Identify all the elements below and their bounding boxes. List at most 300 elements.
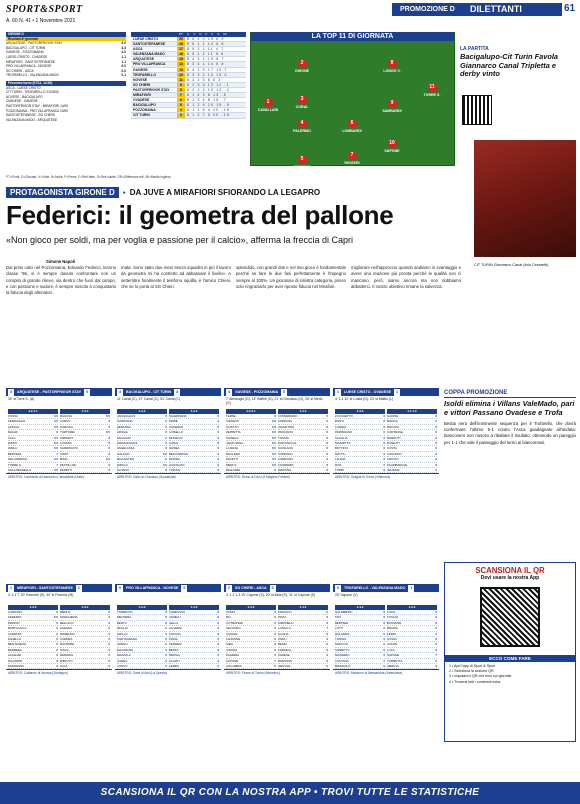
formation: 4-3-3 [117, 605, 167, 610]
next-match: SANTOSTEFANESE - SG CHIERI [6, 113, 55, 118]
player-rating: 6 [326, 664, 328, 669]
match-title: PRO VILLAFRANCA - NOVESE [126, 586, 179, 590]
player-rating: 6.5 [53, 446, 58, 451]
player-name: TORRE S. [8, 462, 22, 467]
issue-info: A. 60 N. 41 • 1 Novembre 2021 [6, 18, 76, 24]
top11-player [339, 151, 365, 165]
team-stats: 8 2 3 3 10 11 -1 [187, 82, 230, 87]
match-away-score: 1 [396, 390, 398, 394]
top11-player [289, 59, 315, 73]
coppa-title: Isoldi elimina i Villans ValeMado, pari e vittori Passano Ovadese e Trofa [444, 399, 575, 417]
team-name: NOVESE [133, 77, 148, 82]
player-rating: 6.5 [105, 414, 110, 418]
player-rating: 6 [108, 446, 110, 451]
player-name: ZIVALI [278, 637, 287, 642]
qr-step: 4 • Troverai tutti i contenuti extra [449, 679, 501, 684]
match-referee: ARBITRO: Cattaneo di Novara (Sostegno) [6, 669, 112, 675]
player-rating: 6 [435, 658, 437, 663]
player-rating: 6.5 [53, 435, 58, 440]
match-referee: ARBITRO: Massimo di Alessandria (Valenzana) [333, 669, 439, 675]
player-rating: 6 [435, 468, 437, 473]
player-name: CORREA [60, 637, 73, 642]
player-rating: 6.5 [53, 457, 58, 462]
player-rating: 6 [217, 637, 219, 642]
formation: 4-3-3 [8, 605, 58, 610]
match-title: ARQUATESE - PASTORFRIGOR STAY [17, 390, 82, 394]
player-rating: 6 [165, 631, 167, 636]
next-match: OVADESE - GAVIESE [6, 99, 38, 104]
top11-player [379, 59, 405, 73]
player-rating: 6 [326, 658, 328, 663]
player-name: BARTOLACCI [8, 626, 27, 631]
player-rating: 6 [383, 446, 385, 451]
player-rating: 6 [274, 647, 276, 652]
player-name: DIRULLI [117, 462, 129, 467]
player-rating: 6 [326, 419, 328, 424]
player-name: MOLLOI [117, 626, 128, 631]
lineup-away [60, 605, 110, 669]
player-row [169, 664, 219, 669]
match-goals: 4' 1-2 1-3 19' Capone (S), 20' st Bela (S), 31' st Capone (S) [226, 593, 316, 597]
player-rating: 6 [326, 647, 328, 652]
result-score: 1-1 [121, 59, 126, 64]
match-box [115, 584, 221, 675]
player-number-badge: 7 [348, 151, 357, 160]
player-name: MARENGO [60, 631, 75, 636]
team-points: 7 [177, 93, 185, 97]
team-stats: 8 1 3 4 8 15 -7 [187, 98, 227, 103]
player-name: CASTANO [335, 658, 349, 663]
team-points: 20 [177, 37, 185, 41]
next-match: POZZOMAINA - PRO VILLAFRANCA 15/00 [6, 108, 68, 113]
player-rating: 6 [274, 653, 276, 658]
match-feature-label: LA PARTITA [460, 46, 489, 52]
formation: 4-3-3 [387, 605, 437, 610]
match-title-bar [6, 389, 112, 396]
player-rating: 6 [217, 424, 219, 429]
player-name: CORVO [117, 664, 128, 669]
match-box [333, 584, 439, 675]
player-name: CORRUDI [8, 631, 22, 636]
player-rating: 6 [108, 653, 110, 658]
player-name: BELLUCO [60, 620, 74, 625]
player-name: TORRE S. [423, 93, 441, 97]
lineup-home [8, 409, 58, 473]
player-rating: 6 [165, 468, 167, 473]
player-name: LUCA [387, 647, 395, 652]
player-rating: 6 [108, 647, 110, 652]
player-name: SIEN [226, 642, 233, 647]
player-name: AMENTA [387, 664, 399, 669]
result-match: BACIGALUPO - CIT TURIN [6, 45, 46, 50]
kicker-text: DA JUVE A MIRAFIORI SFIORANDO LA LEGAPRO [129, 188, 321, 197]
lineup-away [387, 605, 437, 669]
team-name: LUESE CRISTO [133, 37, 158, 41]
player-name: CORRADU [278, 451, 293, 456]
player-name: TARUTO [387, 457, 399, 462]
match-lineups [224, 409, 330, 473]
player-name: MIGLIORE [226, 468, 241, 473]
player-rating: 6 [326, 424, 328, 429]
top11-player [289, 119, 315, 133]
match-home-score: 1 [337, 390, 339, 394]
team-name: SANTOSTEFANESE [133, 42, 165, 47]
player-rating: 6 [274, 642, 276, 647]
team-points: 16 [177, 52, 185, 56]
match-title-bar [224, 389, 330, 396]
article-author: Simone Napoli [46, 259, 76, 264]
player-rating: 6 [383, 451, 385, 456]
team-points: 3 [177, 113, 185, 117]
player-rating: 6 [274, 615, 276, 620]
player-name: CAVALLARI [257, 108, 279, 112]
player-rating: 6 [56, 626, 58, 631]
player-rating: 6 [326, 435, 328, 440]
match-box [6, 584, 112, 675]
qr-code-icon[interactable] [480, 587, 540, 647]
player-photo [474, 140, 576, 267]
player-number-badge: 9 [388, 99, 397, 108]
player-name: ZERANNA [117, 424, 131, 429]
team-stats: 8 1 2 5 10 19 -9 [187, 103, 230, 108]
player-rating: 6 [274, 468, 276, 473]
table-header-cell: V [193, 32, 196, 36]
player-name: BRAINA [387, 626, 398, 631]
player-name: MENTERA [117, 615, 132, 620]
player-rating: 6.5 [271, 435, 276, 440]
player-name: MARGHERIA [60, 615, 78, 620]
player-rating: 6 [326, 642, 328, 647]
article-subtitle: «Non gioco per soldi, ma per voglia e passione per il calcio», afferma la freccia di Capri [6, 235, 354, 245]
player-rating: 6 [108, 620, 110, 625]
match-title-bar [333, 389, 439, 396]
team-name: ASCA [133, 47, 143, 52]
player-rating: 6 [435, 664, 437, 669]
player-rating: 6.5 [105, 430, 110, 435]
player-name: GALIMBERTI [335, 610, 353, 614]
section-banner [392, 3, 562, 16]
player-name: BONTI [335, 419, 344, 424]
player-name: RESSIA [169, 653, 180, 658]
lineup-home [226, 605, 276, 669]
player-name: BARBERA [8, 647, 22, 652]
player-name: LANGONE [226, 637, 241, 642]
player-rating: 6 [383, 430, 385, 435]
player-rating: 6 [217, 647, 219, 652]
match-goals: 4' 1-1 12' st Costa (O), 23' st Mattiu (L) [335, 397, 394, 401]
player-name: BERTO [117, 620, 127, 625]
player-row [278, 468, 328, 473]
player-name: TINASSI [169, 468, 181, 473]
top11-player [255, 98, 281, 112]
team-stats: 8 1 0 7 5 20 -15 [187, 113, 230, 118]
player-rating: 6 [435, 462, 437, 467]
player-rating: 6 [108, 419, 110, 424]
result-score: 0-0 [121, 64, 126, 69]
player-rating: 6 [383, 658, 385, 663]
player-rating: 7 [326, 626, 328, 631]
match-title-bar [333, 585, 439, 592]
player-name: RIBOTTO [60, 658, 73, 663]
player-rating: 6 [383, 419, 385, 424]
team-name: BACIGALUPO [133, 103, 156, 108]
player-name: MOLLERO [226, 451, 241, 456]
player-name: ALIVERSI [169, 626, 183, 631]
top11-pitch [250, 32, 455, 169]
player-name: GENTILE [278, 664, 291, 669]
team-points: 5 [177, 103, 185, 107]
player-rating: 6 [165, 637, 167, 642]
result-match: SG CHIERI - ASCA [6, 68, 34, 73]
player-name: COSTA [387, 446, 397, 451]
result-match: LUESE CRISTO - OVADESE [6, 54, 48, 59]
player-rating: 6 [217, 468, 219, 473]
player-row [226, 664, 276, 669]
player-name: SAMBARDI [382, 109, 402, 113]
player-rating: 6 [217, 631, 219, 636]
player-number-badge: 3 [298, 95, 307, 104]
match-referee: ARBITRO: Santi di Asti (La Spezia) [115, 669, 221, 675]
team-name: SG CHIERI [133, 82, 151, 87]
player-name: LOJAZIA [60, 441, 72, 446]
player-rating: 6.5 [53, 424, 58, 429]
match-home-score: 1 [10, 586, 12, 590]
player-name: LOTTI [335, 626, 344, 631]
next-match: CIT TURIN - TROFARELLO 21/03/00 [6, 90, 59, 95]
player-rating: 6 [217, 446, 219, 451]
result-score: 0-1 [121, 73, 126, 78]
player-rating: 6 [435, 620, 437, 625]
player-name: MAGRIGNO [117, 647, 134, 652]
player-rating: 6.5 [53, 615, 58, 620]
result-score: 2-0 [121, 68, 126, 73]
player-row [278, 664, 328, 669]
player-rating: 6 [274, 626, 276, 631]
player-rating: 6 [435, 446, 437, 451]
top11-title: LA TOP 11 DI GIORNATA [251, 32, 454, 41]
player-rating: 6.5 [105, 457, 110, 462]
player-rating: 6.5 [271, 462, 276, 467]
player-name: COTRATEMI [226, 620, 243, 625]
team-stats: 8 6 1 1 14 6 8 [187, 42, 225, 47]
player-number-badge: 11 [429, 84, 435, 90]
lineup-away [169, 605, 219, 669]
player-name: MARTINO [278, 468, 292, 473]
result-row [6, 73, 126, 78]
player-name: SCAGLIA [335, 435, 348, 440]
player-rating: 6 [165, 626, 167, 631]
qr-steps [445, 662, 575, 687]
match-goals: 4' 1-1 7' 30' Ravrobe (S), 40' st Federici (M) [8, 593, 74, 597]
match-title: BACIGALUPO - CIT TURIN [126, 390, 172, 394]
player-name: GAIONE [387, 414, 399, 418]
match-box [333, 388, 439, 479]
team-stats: 8 1 1 6 4 20 -16 [187, 108, 230, 113]
qr-code-icon[interactable] [462, 95, 492, 125]
player-rating: 6.5 [162, 462, 167, 467]
league-table [131, 32, 246, 172]
player-rating: 6 [108, 637, 110, 642]
player-row [226, 468, 276, 473]
player-name: BEN NAMANI [8, 642, 26, 647]
player-rating: 6 [165, 658, 167, 663]
player-name: SCIOLANO [278, 446, 293, 451]
match-title: GAVIESE - POZZOMAINA [235, 390, 279, 394]
player-name: JAGIN SENA [226, 441, 244, 446]
player-name: PORTAGRANA [117, 637, 137, 642]
match-lineups [6, 605, 112, 669]
table-header-cell: N [199, 32, 202, 36]
player-name: MERLO [226, 462, 237, 467]
next-match: ASCA - LUESE CRISTO [6, 85, 41, 90]
article-column-3: splendido, con grandi doti e nel mio gioco è fondamentale perché se fare le due fasi perfettamente è l'impegno sempre al 100%. Un giocatore di sinistra categoria, posso solo ringraziarlo per aver riposto fiducia nel Mirafiori. [236, 265, 346, 289]
player-name: CONVERIANO [278, 414, 298, 418]
player-name: CASALE [226, 631, 238, 636]
top11-player [289, 95, 315, 109]
result-score: 1-1 [121, 54, 126, 59]
player-name: BINDOTTI [387, 435, 401, 440]
player-name: MARANGOLINI [117, 441, 138, 446]
player-name: GASTALDO [169, 462, 185, 467]
match-referee: ARBITRO: Lombardo di Nacoreto (Camaldella d'Aste) [6, 473, 112, 479]
player-rating: 6.5 [271, 419, 276, 424]
team-points: 13 [177, 68, 185, 72]
player-name: FORMICA [278, 647, 292, 652]
player-name: ALSAHAR [8, 653, 22, 658]
player-name: DRIVOSI [387, 424, 399, 429]
player-name: SAPONE [387, 653, 400, 658]
next-match: VALENZANA MADO - ARQUATESE [6, 117, 58, 122]
player-name: VARELLI [169, 615, 181, 620]
match-feature-text: Bacigalupo-Cit Turin Favola Giannarco Canal Tripletta e derby vinto [460, 52, 559, 78]
section-label: PROMOZIONE D [400, 6, 455, 13]
player-name: CAMPASSO [169, 610, 186, 614]
player-rating: 6 [326, 446, 328, 451]
player-name: GUZOTTI [226, 424, 239, 429]
player-name: CAPONE [226, 658, 239, 663]
player-rating: 6 [56, 631, 58, 636]
player-rating: 6 [274, 610, 276, 614]
team-stats: 8 3 2 3 8 6 2 [187, 77, 222, 82]
player-name: RAGUSA [60, 414, 73, 418]
player-rating: 6.5 [162, 451, 167, 456]
player-name: VALENTINO [278, 424, 295, 429]
player-name: MERLO [60, 610, 71, 614]
player-rating: 6.5 [53, 441, 58, 446]
top11-player [379, 139, 405, 153]
player-rating: 6 [326, 457, 328, 462]
lineup-home [117, 409, 167, 473]
player-rating: 6.5 [53, 414, 58, 418]
photo-caption: CIT TURIN Giannarco Canal (foto Cesaretti) [474, 263, 549, 267]
player-rating: 6 [435, 631, 437, 636]
player-rating: 6 [274, 631, 276, 636]
team-points: 4 [177, 108, 185, 112]
player-rating: 6 [56, 620, 58, 625]
player-name: GIANELLI [226, 435, 240, 440]
player-rating: 6 [383, 610, 385, 614]
article-column-4: migliorare nell'approccio quando andiamo in svantaggio e avere una reazione più pronta perché le qualità non ci mancano, però, siamo ancora ma non dobbiamo abbatterci. Il nostro obiettivo rimane la salvezza. [351, 265, 461, 289]
player-name: LONGO V. [278, 626, 292, 631]
player-name: GILBEA [169, 446, 180, 451]
player-rating: 6 [217, 620, 219, 625]
player-name: ROSETTI [387, 441, 400, 446]
player-rating: 6 [165, 419, 167, 424]
top11-player [339, 119, 365, 133]
player-name: TERSE [226, 414, 236, 418]
match-lineups [6, 409, 112, 473]
player-name: CATEMAN [169, 424, 183, 429]
match-referee: ARBITRO: Rossi di Ozzo (Il Magiero Pollenti) [224, 473, 330, 479]
match-home-score: 4 [228, 390, 230, 394]
player-name: MALANDRINO [8, 457, 28, 462]
player-name: TORRETTO [117, 610, 133, 614]
match-title-bar [6, 585, 112, 592]
player-rating: 6.5 [271, 451, 276, 456]
team-points: 11 [177, 78, 185, 82]
qr-how-label: ECCO COME FARE [445, 655, 575, 662]
footer-banner: SCANSIONA IL QR CON LA NOSTRA APP • TROVI TUTTE LE STATISTICHE [0, 782, 580, 804]
player-name: DEMARIA [60, 653, 74, 658]
player-rating: 6 [383, 653, 385, 658]
match-away-score: 0 [183, 586, 186, 590]
player-name: TOSANI [278, 435, 289, 440]
formation: 4-3-3 [117, 409, 167, 414]
player-rating: 6 [383, 441, 385, 446]
article-kicker [6, 187, 462, 198]
formation: 4-4-2 [278, 605, 328, 610]
match-goals: 11' Canal (C), 37' Canal (C), 51' Canal (C) [117, 397, 181, 401]
player-rating: 6 [435, 457, 437, 462]
player-rating: 6 [326, 441, 328, 446]
player-rating: 6 [326, 610, 328, 614]
player-rating: 6 [217, 451, 219, 456]
formation: 4-4-2 [335, 605, 385, 610]
match-title-bar [224, 585, 330, 592]
player-name: MARCON [335, 642, 348, 647]
article-column-1: Dai primi calci nel Pozzomaina, Edoardo Federici, terzino classe '96, si è sempre dovuto confrontare con un compito di grande rilievo, sia dentro che fuori dal campo, e con passione e sudore, è sempre riuscito a conquistarsi la fiducia degli allenatori. [6, 265, 116, 296]
article-headline: Federici: il geometra del pallone [6, 200, 394, 230]
match-title: SG CHIERI - ASCA [235, 586, 267, 590]
player-rating: 6 [326, 631, 328, 636]
player-name: CARDIANO [278, 457, 294, 462]
player-name: ZIRILLI [8, 446, 18, 451]
player-number-badge: 10 [389, 140, 395, 146]
player-row [117, 468, 167, 473]
player-rating: 6 [435, 441, 437, 446]
player-name: PEIRE [169, 419, 178, 424]
match-lineups [115, 605, 221, 669]
player-name: CALA [8, 435, 16, 440]
player-rating: 6 [217, 430, 219, 435]
match-title: TROFARELLO - VALENZANA MADO [344, 586, 406, 590]
player-name: ROLANDO [335, 631, 350, 636]
player-rating: 6 [435, 647, 437, 652]
match-away-score: 0 [86, 390, 89, 394]
player-rating: 6 [108, 462, 110, 467]
player-rating: 6 [383, 626, 385, 631]
player-rating: 6 [326, 462, 328, 467]
player-rating: 6 [217, 435, 219, 440]
match-home-score: 2 [228, 586, 230, 590]
player-name: LA NEVE [226, 446, 239, 451]
formation: 4-3-3 [278, 409, 328, 414]
player-rating: 7 [435, 653, 437, 658]
player-number-badge: 2 [298, 59, 307, 68]
player-rating: 6 [165, 424, 167, 429]
player-name: FAGGIANI [117, 435, 131, 440]
player-name: SISCA [60, 647, 69, 652]
